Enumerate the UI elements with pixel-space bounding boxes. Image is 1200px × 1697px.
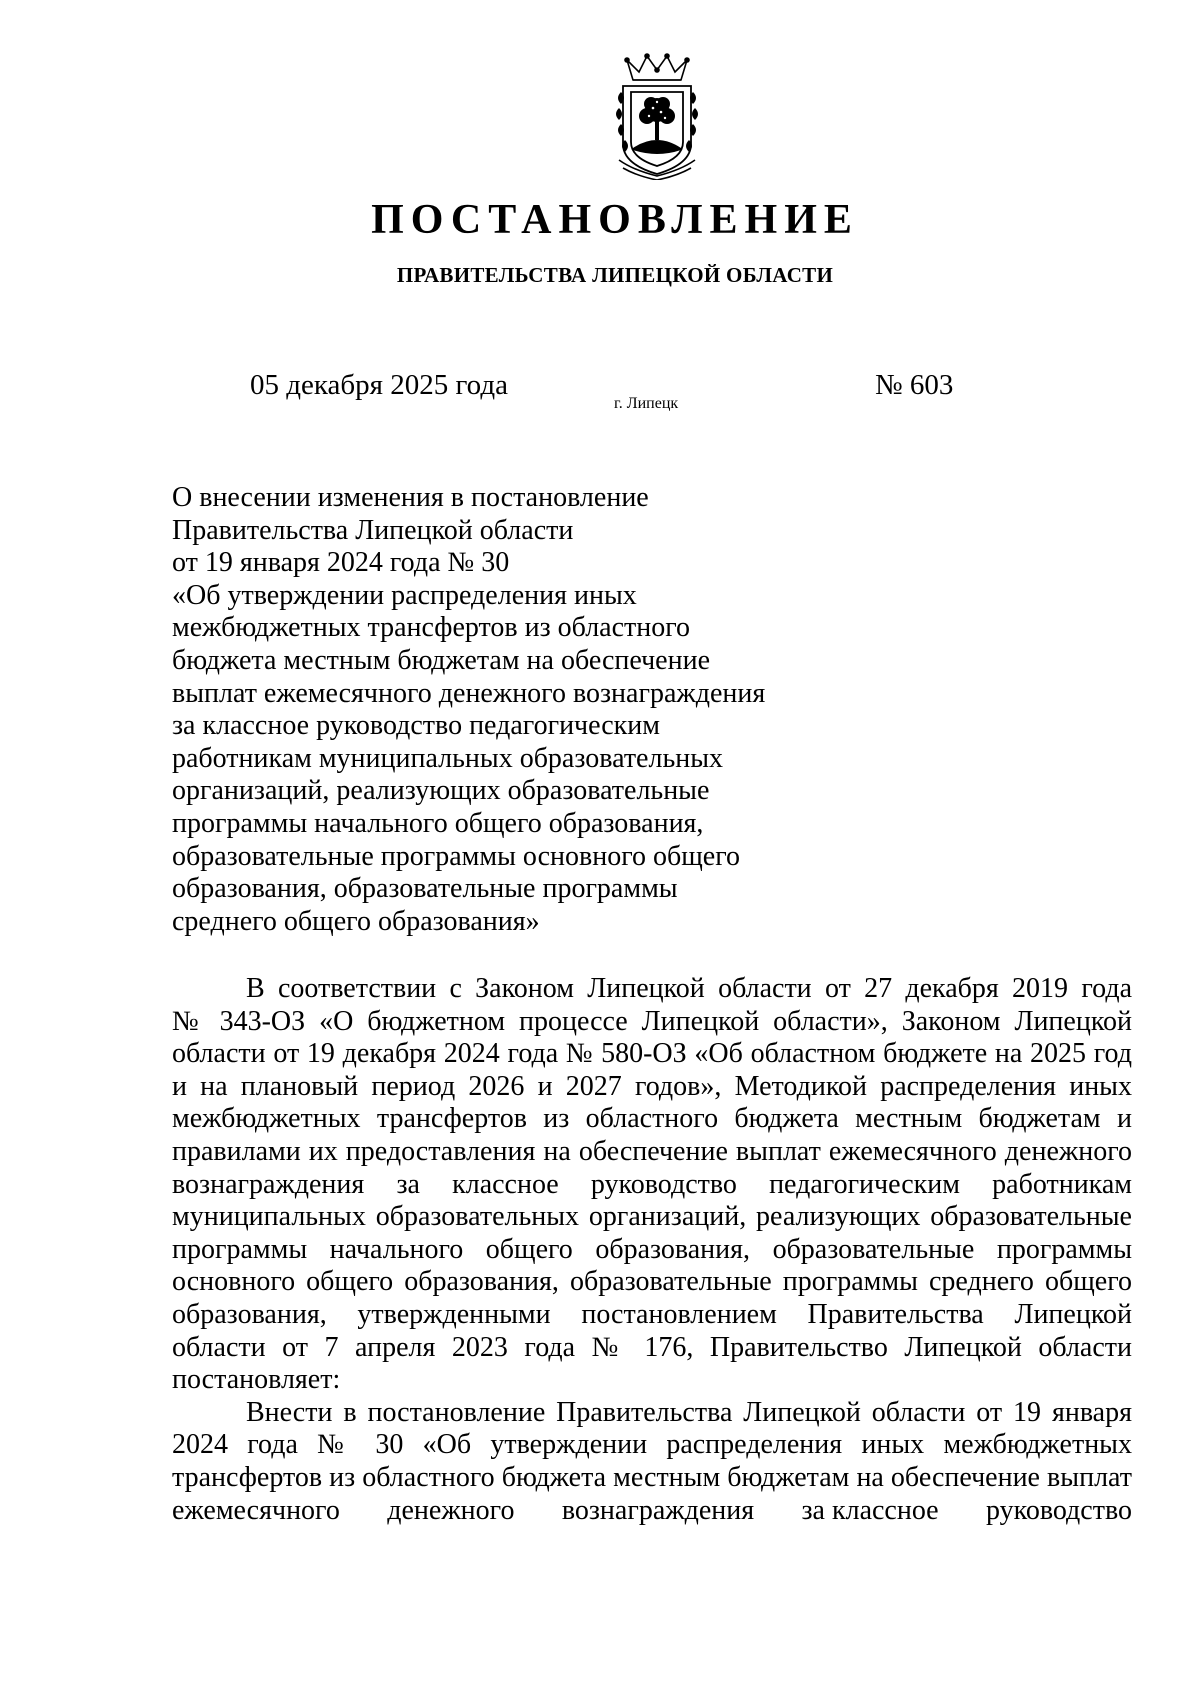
body-line: основного общего образования, образовательные программы среднего общего (172, 1266, 1132, 1298)
body-line: вознаграждения за классное руководство педагогическим работникам (172, 1168, 1132, 1200)
heading-line: образовательные программы основного общего (172, 840, 741, 872)
body-line: правилами их предоставления на обеспечение выплат ежемесячного денежного (172, 1135, 1132, 1167)
body-line (172, 1495, 1132, 1528)
body-word: ежемесячного (172, 1494, 340, 1526)
heading-line: образования, образовательные программы (172, 873, 678, 905)
body-line: области от 7 апреля 2023 года № 176, Правительство Липецкой области (172, 1331, 1132, 1363)
heading-line: от 19 января 2024 года № 30 (172, 547, 510, 579)
body-word: руководство (986, 1494, 1132, 1526)
heading-line: среднего общего образования» (172, 905, 540, 937)
document-city: г. Липецк (614, 395, 679, 412)
body-line: В соответствии с Законом Липецкой области от 27 декабря 2019 года (246, 973, 1132, 1004)
heading-line: программы начального общего образования, (172, 807, 704, 839)
body-line: муниципальных образовательных организаций, реализующих образовательные (172, 1201, 1132, 1233)
document-subtitle: ПРАВИТЕЛЬСТВА ЛИПЕЦКОЙ ОБЛАСТИ (396, 263, 834, 287)
document-number: № 603 (875, 369, 954, 401)
document-heading (172, 482, 812, 938)
heading-line: организаций, реализующих образовательные (172, 775, 710, 807)
heading-line: «Об утверждении распределения иных (172, 579, 637, 611)
heading-line: работникам муниципальных образовательных (172, 742, 724, 774)
body-line: 2024 года № 30 «Об утверждении распределения иных межбюджетных (172, 1429, 1132, 1461)
body-line: области от 19 декабря 2024 года № 580-ОЗ «Об областном бюджете на 2025 год (172, 1038, 1132, 1070)
body-line: № 343-ОЗ «О бюджетном процессе Липецкой области», Законом Липецкой (172, 1005, 1132, 1037)
body-word: вознаграждения (561, 1494, 755, 1526)
heading-line: за классное руководство педагогическим (172, 710, 660, 742)
body-line: межбюджетных трансфертов из областного бюджета местным бюджетам и (172, 1103, 1132, 1135)
body-line: Внести в постановление Правительства Липецкой области от 19 января (246, 1396, 1132, 1428)
body-word: за классное (801, 1494, 939, 1526)
heading-line: межбюджетных трансфертов из областного (172, 612, 691, 644)
heading-line: О внесении изменения в постановление (172, 482, 649, 513)
lipetsk-coat-of-arms-icon (613, 52, 701, 180)
heading-line: бюджета местным бюджетам на обеспечение (172, 644, 711, 676)
document-title: ПОСТАНОВЛЕНИЕ (371, 197, 859, 243)
body-line: программы начального общего образования, образовательные программы (172, 1233, 1132, 1265)
heading-line: выплат ежемесячного денежного вознаграждения (172, 677, 766, 709)
body-line: образования, утвержденными постановлением Правительства Липецкой (172, 1298, 1132, 1330)
heading-line: Правительства Липецкой области (172, 514, 574, 546)
body-line: и на плановый период 2026 и 2027 годов», Методикой распределения иных (172, 1070, 1132, 1102)
body-line: постановляет: (172, 1364, 341, 1396)
body-line: трансфертов из областного бюджета местным бюджетам на обеспечение выплат (172, 1461, 1132, 1493)
document-date: 05 декабря 2025 года (250, 369, 508, 401)
document-body (172, 973, 1132, 1527)
body-word: денежного (387, 1494, 515, 1526)
